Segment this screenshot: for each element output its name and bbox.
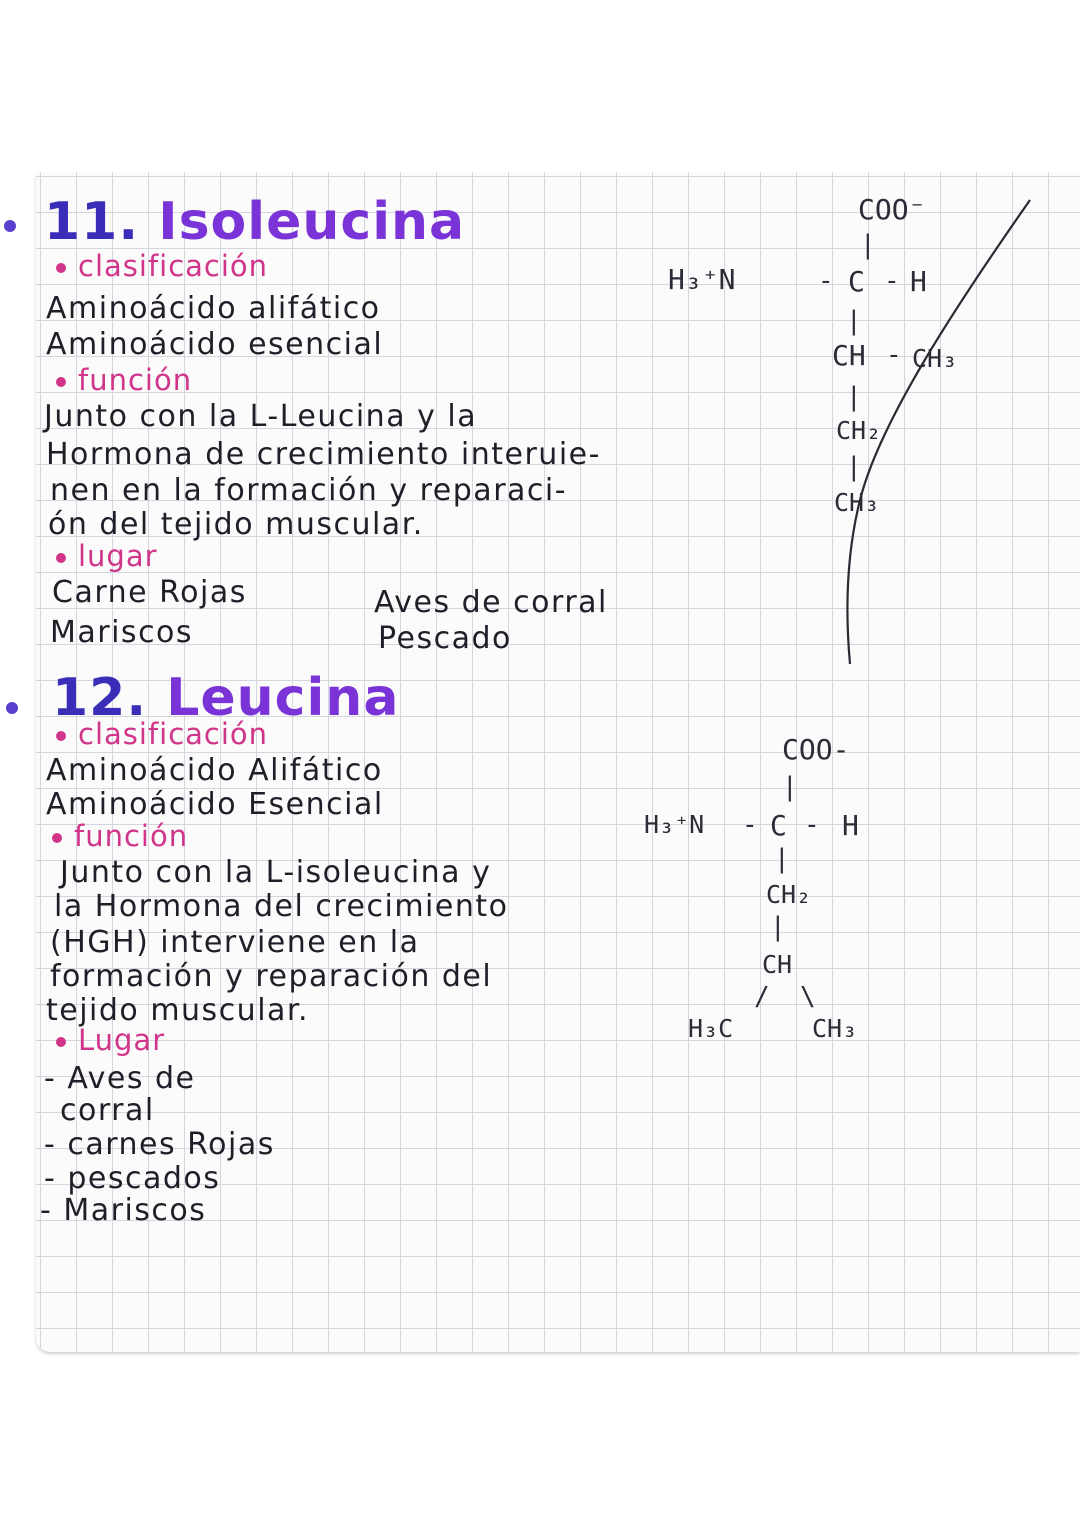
funcion-line: (HGH) interviene en la	[50, 925, 420, 960]
lugar-item: corral	[60, 1093, 155, 1128]
methine-group: CH	[762, 950, 793, 979]
methylene-group: CH₂	[836, 416, 882, 445]
lugar-item: - pescados	[44, 1161, 221, 1196]
bond-horizontal: -	[886, 340, 902, 370]
clasificacion-heading: clasificación	[56, 252, 268, 281]
funcion-line: tejido muscular.	[46, 993, 310, 1028]
clasificacion-heading: clasificación	[56, 720, 268, 749]
bond-diagonal: \	[800, 982, 816, 1012]
clasificacion-line: Aminoácido Alifático	[46, 753, 383, 788]
amine-group: H₃⁺N	[668, 263, 736, 296]
bond-vertical: |	[846, 452, 862, 482]
bond-horizontal: -	[818, 266, 834, 296]
section-name: Isoleucina	[158, 192, 466, 252]
alpha-hydrogen: H	[910, 265, 927, 298]
left-methyl: H₃C	[688, 1014, 734, 1043]
alpha-hydrogen: H	[842, 809, 859, 842]
bond-vertical: |	[846, 382, 862, 412]
lugar-item: Pescado	[378, 621, 512, 656]
funcion-line: la Hormona del crecimiento	[54, 889, 509, 924]
lugar-item: Mariscos	[50, 615, 194, 650]
clasificacion-line: Aminoácido Esencial	[46, 787, 384, 822]
funcion-line: Junto con la L-isoleucina y	[60, 855, 492, 890]
bond-horizontal: -	[742, 810, 758, 840]
right-methyl: CH₃	[812, 1014, 858, 1043]
funcion-line: Hormona de crecimiento interuie-	[46, 437, 601, 472]
lugar-item: Carne Rojas	[52, 575, 247, 610]
funcion-line: ón del tejido muscular.	[48, 507, 424, 542]
funcion-line: formación y reparación del	[50, 959, 493, 994]
funcion-heading: función	[52, 822, 188, 851]
bond-vertical: |	[770, 912, 786, 942]
amine-group: H₃⁺N	[644, 810, 705, 839]
lugar-item: - Aves de	[44, 1061, 196, 1096]
lugar-item: - carnes Rojas	[44, 1127, 275, 1162]
lugar-item: - Mariscos	[40, 1193, 207, 1228]
funcion-line: Junto con la L-Leucina y la	[44, 399, 478, 434]
section-number: 11.	[44, 192, 140, 252]
lugar-heading: Lugar	[56, 1026, 165, 1055]
branch-carbon: CH	[832, 339, 866, 372]
alpha-carbon: C	[848, 265, 865, 298]
lugar-heading: lugar	[56, 542, 158, 571]
section-name: Leucina	[166, 668, 400, 728]
methyl-group: CH₃	[912, 344, 958, 373]
bond-vertical: |	[774, 844, 790, 874]
terminal-methyl: CH₃	[834, 488, 880, 517]
bond-diagonal: /	[754, 982, 770, 1012]
section-bullet	[6, 702, 18, 714]
carboxylate-group: COO-	[782, 733, 850, 766]
bond-horizontal: -	[804, 810, 820, 840]
carboxylate-group: COO⁻	[858, 193, 926, 226]
bond-vertical: |	[782, 772, 798, 802]
clasificacion-line: Aminoácido alifático	[46, 291, 381, 326]
bond-vertical: |	[860, 230, 876, 260]
section-number: 12.	[52, 668, 148, 728]
funcion-line: nen en la formación y reparaci-	[50, 473, 568, 508]
methylene-group: CH₂	[766, 880, 812, 909]
bond-horizontal: -	[884, 266, 900, 296]
bond-vertical: |	[846, 306, 862, 336]
alpha-carbon: C	[770, 809, 787, 842]
funcion-heading: función	[56, 366, 192, 395]
lugar-item: Aves de corral	[374, 585, 608, 620]
clasificacion-line: Aminoácido esencial	[46, 327, 384, 362]
